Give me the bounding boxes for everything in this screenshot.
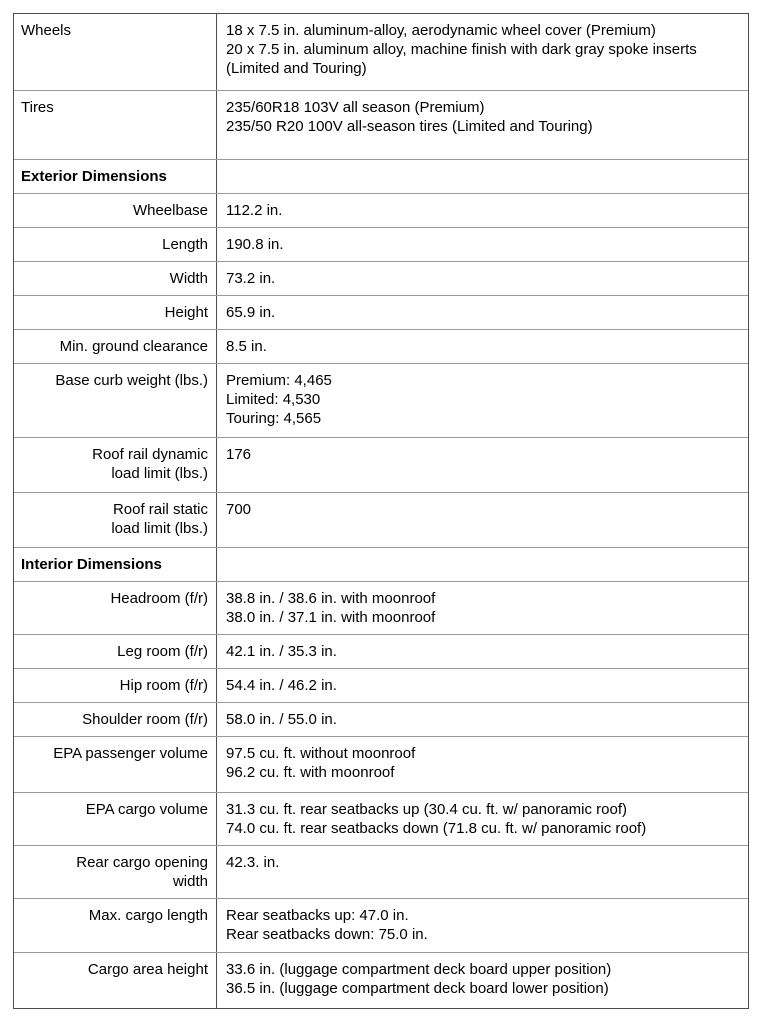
row-value-cell (217, 14, 748, 90)
row-label-cell (14, 899, 217, 952)
value-line: 18 x 7.5 in. aluminum-alloy, aerodynamic wheel cover (Premium) (226, 22, 656, 39)
row-value-cell (217, 548, 748, 581)
row-value-cell (217, 899, 748, 952)
label-line: Shoulder room (f/r) (82, 711, 208, 728)
value-line: 20 x 7.5 in. aluminum alloy, machine finish with dark gray spoke inserts (Limited and Touring) (226, 41, 697, 77)
table-row (14, 792, 748, 845)
value-line: 73.2 in. (226, 270, 276, 287)
label-line: EPA cargo volume (85, 801, 208, 818)
row-label-cell (14, 493, 217, 547)
table-row (14, 581, 748, 634)
label-line: Rear cargo opening (76, 854, 208, 871)
value-line: 176 (226, 446, 252, 463)
row-label-cell (14, 91, 217, 159)
row-value-cell (217, 330, 748, 363)
row-label-cell (14, 14, 217, 90)
row-label-cell (14, 635, 217, 668)
label-line: Headroom (f/r) (110, 590, 208, 607)
label-line: Leg room (f/r) (117, 643, 208, 660)
table-row (14, 898, 748, 952)
row-label-cell (14, 703, 217, 736)
row-value-cell (217, 953, 748, 1008)
row-value-cell (217, 703, 748, 736)
value-line: 8.5 in. (226, 338, 267, 355)
row-label-cell (14, 228, 217, 261)
table-row (14, 952, 748, 1008)
label-line: Tires (21, 99, 54, 116)
value-line: Touring: 4,565 (226, 410, 322, 427)
table-row (14, 14, 748, 90)
row-value-cell (217, 737, 748, 792)
label-line: Roof rail static (112, 501, 208, 518)
value-line: Rear seatbacks up: 47.0 in. (226, 907, 409, 924)
table-row (14, 227, 748, 261)
section-title-cell (14, 160, 217, 193)
table-row (14, 668, 748, 702)
row-value-cell (217, 228, 748, 261)
row-value-cell (217, 669, 748, 702)
label-line: Wheels (21, 22, 72, 39)
value-line: 190.8 in. (226, 236, 284, 253)
row-value-cell (217, 91, 748, 159)
label-line: EPA passenger volume (53, 745, 208, 762)
row-value-cell (217, 846, 748, 898)
row-value-cell (217, 582, 748, 634)
row-label-cell (14, 364, 217, 437)
row-value-cell (217, 793, 748, 845)
section-header-row (14, 547, 748, 581)
row-value-cell (217, 194, 748, 227)
table-row (14, 492, 748, 547)
value-line: 42.1 in. / 35.3 in. (226, 643, 337, 660)
value-line: 38.8 in. / 38.6 in. with moonroof (226, 590, 436, 607)
label-line: Roof rail dynamic (92, 446, 208, 463)
label-line: Base curb weight (lbs.) (55, 372, 208, 389)
value-line: 112.2 in. (226, 202, 283, 219)
value-line: 235/60R18 103V all season (Premium) (226, 99, 485, 116)
value-line: 96.2 cu. ft. with moonroof (226, 764, 395, 781)
row-label-cell (14, 953, 217, 1008)
table-row (14, 261, 748, 295)
table-row (14, 736, 748, 792)
label-line: Cargo area height (87, 961, 208, 978)
value-line: 235/50 R20 100V all-season tires (Limited and Touring) (226, 118, 593, 135)
row-label-cell (14, 194, 217, 227)
row-label-cell (14, 846, 217, 898)
row-value-cell (217, 438, 748, 492)
row-value-cell (217, 635, 748, 668)
table-row (14, 634, 748, 668)
table-row (14, 437, 748, 492)
table-row (14, 90, 748, 159)
table-row (14, 329, 748, 363)
label-line: Wheelbase (132, 202, 208, 219)
table-row (14, 193, 748, 227)
value-line: 36.5 in. (luggage compartment deck board lower position) (226, 980, 609, 997)
value-line: 58.0 in. / 55.0 in. (226, 711, 337, 728)
value-line: 97.5 cu. ft. without moonroof (226, 745, 416, 762)
label-line: Exterior Dimensions (21, 168, 167, 185)
section-title-cell (14, 548, 217, 581)
label-line: load limit (lbs.) (111, 465, 208, 482)
table-row (14, 702, 748, 736)
label-line: Min. ground clearance (59, 338, 208, 355)
row-value-cell (217, 160, 748, 193)
value-line: 33.6 in. (luggage compartment deck board upper position) (226, 961, 612, 978)
row-value-cell (217, 296, 748, 329)
row-label-cell (14, 737, 217, 792)
value-line: 65.9 in. (226, 304, 276, 321)
label-line: load limit (lbs.) (111, 520, 208, 537)
row-value-cell (217, 364, 748, 437)
value-line: Limited: 4,530 (226, 391, 321, 408)
row-label-cell (14, 582, 217, 634)
label-line: Max. cargo length (88, 907, 208, 924)
label-line: Hip room (f/r) (119, 677, 208, 694)
value-line: 42.3. in. (226, 854, 280, 871)
section-header-row (14, 159, 748, 193)
row-label-cell (14, 438, 217, 492)
row-value-cell (217, 493, 748, 547)
row-label-cell (14, 296, 217, 329)
row-label-cell (14, 262, 217, 295)
table-row (14, 295, 748, 329)
value-line: 700 (226, 501, 252, 518)
label-line: Length (162, 236, 208, 253)
vehicle-spec-table (13, 13, 749, 1009)
value-line: 74.0 cu. ft. rear seatbacks down (71.8 cu. ft. w/ panoramic roof) (226, 820, 647, 837)
table-row (14, 363, 748, 437)
label-line: width (172, 873, 208, 890)
table-row (14, 845, 748, 898)
label-line: Height (164, 304, 208, 321)
label-line: Width (169, 270, 208, 287)
value-line: Premium: 4,465 (226, 372, 332, 389)
value-line: 38.0 in. / 37.1 in. with moonroof (226, 609, 436, 626)
row-label-cell (14, 669, 217, 702)
label-line: Interior Dimensions (21, 556, 162, 573)
value-line: 31.3 cu. ft. rear seatbacks up (30.4 cu. ft. w/ panoramic roof) (226, 801, 628, 818)
row-value-cell (217, 262, 748, 295)
row-label-cell (14, 330, 217, 363)
row-label-cell (14, 793, 217, 845)
value-line: 54.4 in. / 46.2 in. (226, 677, 337, 694)
value-line: Rear seatbacks down: 75.0 in. (226, 926, 428, 943)
